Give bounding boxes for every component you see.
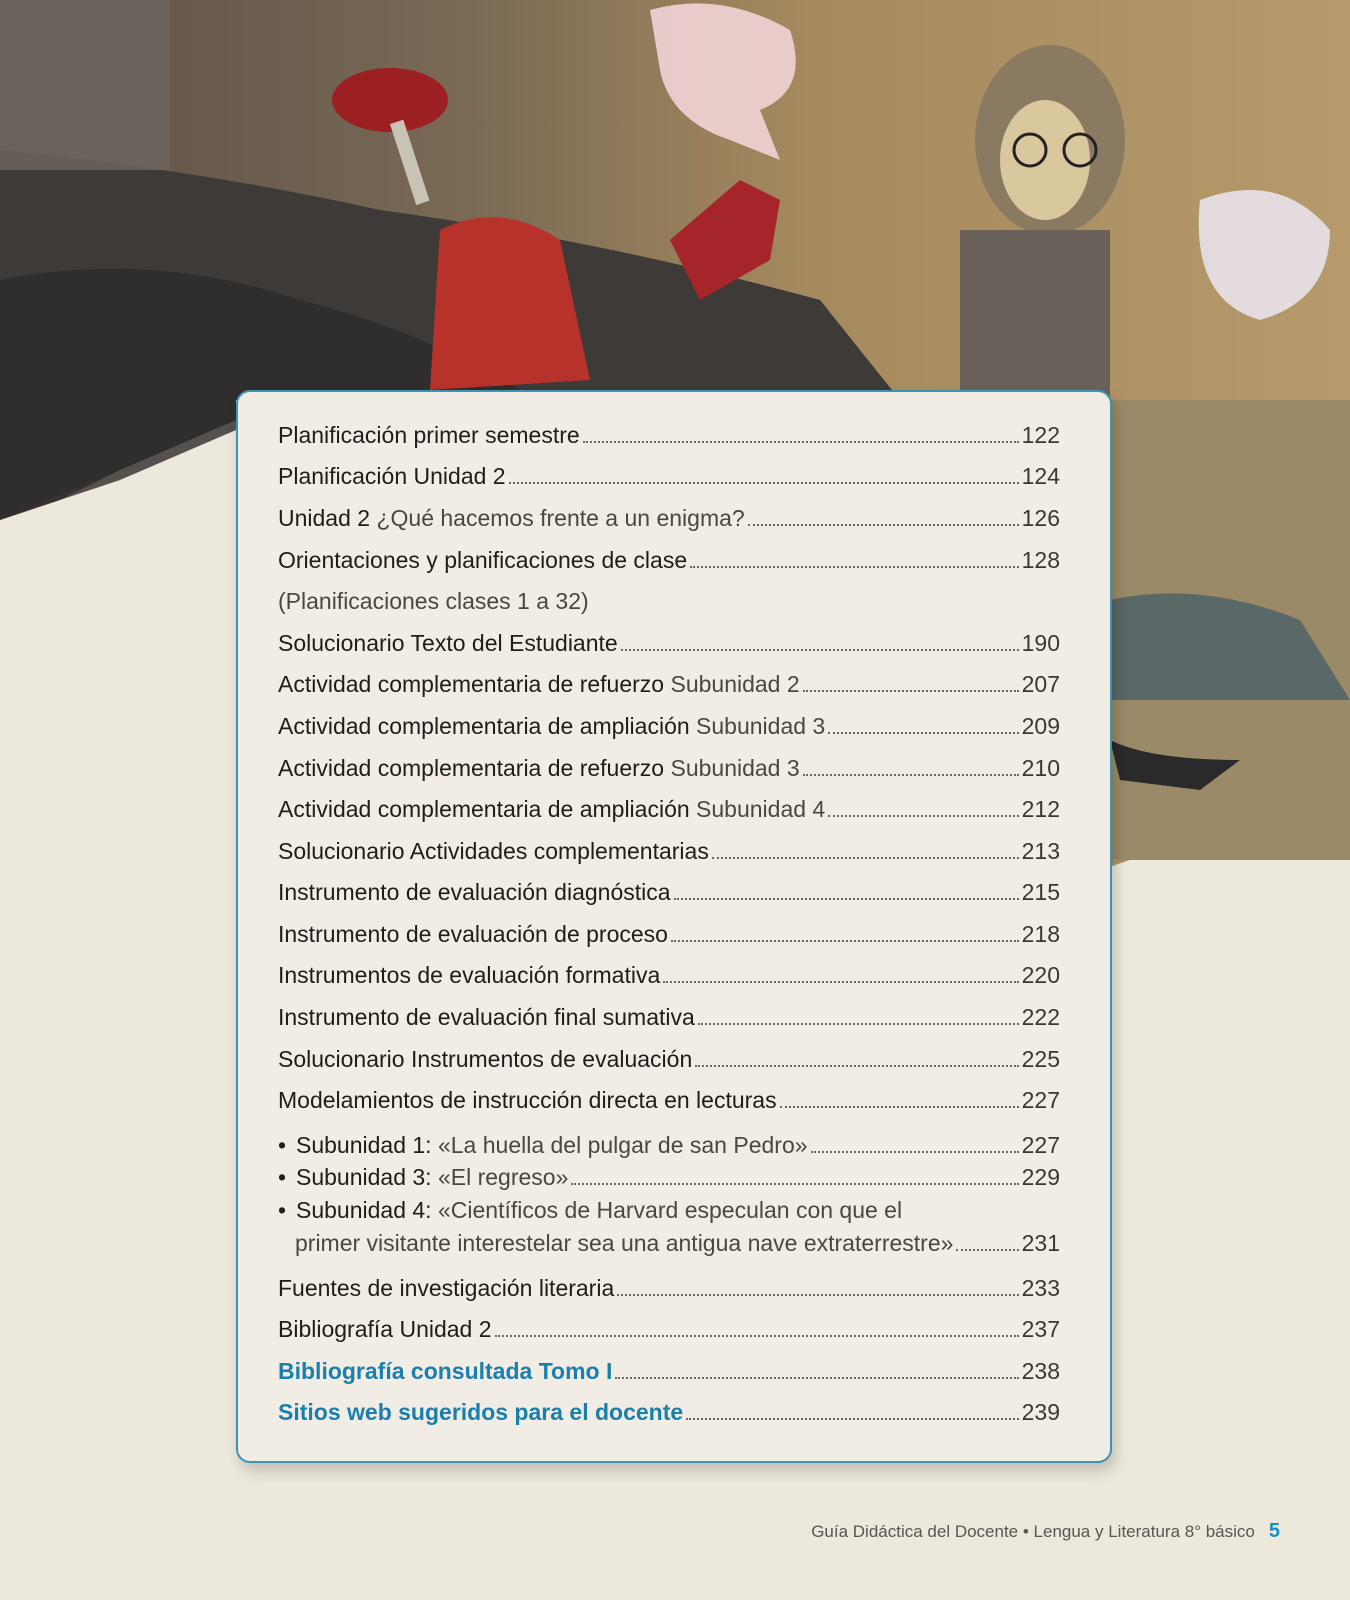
toc-subitem[interactable] [278, 1158, 1060, 1192]
toc-entry-page: 227 [1021, 1087, 1060, 1113]
toc-entry[interactable] [278, 1310, 1060, 1344]
dot-leader [811, 1151, 1019, 1153]
toc-entry-title: Instrumento de evaluación final sumativa [278, 1004, 695, 1030]
toc-entry-page: 207 [1021, 671, 1060, 697]
toc-entry[interactable] [278, 956, 1060, 990]
bullet-icon: • [278, 1197, 287, 1223]
toc-entry-title: Solucionario Instrumentos de evaluación [278, 1046, 693, 1072]
toc-entry-page: 126 [1021, 505, 1060, 531]
dot-leader [748, 524, 1019, 526]
toc-entry[interactable] [278, 1269, 1060, 1303]
toc-entry-page: 209 [1021, 713, 1060, 739]
toc-entry-title: Actividad complementaria de ampliación [278, 796, 690, 822]
toc-entry-title: Bibliografía Unidad 2 [278, 1316, 492, 1342]
dot-leader [686, 1418, 1018, 1420]
toc-entry-title: Instrumentos de evaluación formativa [278, 962, 661, 988]
toc-entry[interactable] [278, 457, 1060, 491]
toc-entry-page: 128 [1021, 547, 1060, 573]
toc-entry-page: 212 [1021, 796, 1060, 822]
toc-entry-title: Actividad complementaria de ampliación [278, 713, 690, 739]
toc-subitem-title-continuation: primer visitante interestelar sea una antigua nave extraterrestre» [295, 1230, 954, 1256]
toc-subitem[interactable] [278, 1126, 1060, 1160]
toc-entry-title: Solucionario Actividades complementarias [278, 838, 709, 864]
toc-entry-page: 122 [1021, 422, 1060, 448]
toc-entry-title: Instrumento de evaluación diagnóstica [278, 879, 671, 905]
dot-leader [690, 566, 1019, 568]
dot-leader [695, 1065, 1018, 1067]
toc-entry-title: Modelamientos de instrucción directa en lecturas [278, 1087, 777, 1113]
dot-leader [956, 1249, 1018, 1251]
toc-entry-title: Bibliografía consultada Tomo I [278, 1358, 613, 1384]
toc-entry[interactable] [278, 541, 1060, 575]
toc-entry[interactable] [278, 1081, 1060, 1115]
toc-entry-page: 220 [1021, 962, 1060, 988]
bullet-icon: • [278, 1164, 287, 1190]
toc-entry[interactable] [278, 624, 1060, 658]
toc-subitem-label: Subunidad 4: [296, 1197, 432, 1223]
toc-entry-title: Orientaciones y planificaciones de clase [278, 547, 688, 573]
dot-leader [671, 940, 1019, 942]
toc-entry-page: 233 [1021, 1275, 1060, 1301]
toc-entry-subtitle: Subunidad 2 [670, 671, 800, 697]
dot-leader [803, 690, 1019, 692]
toc-entry-title: Planificación primer semestre [278, 422, 580, 448]
toc-entry[interactable] [278, 998, 1060, 1032]
toc-panel [236, 390, 1112, 1463]
toc-entry-title: Planificación Unidad 2 [278, 463, 506, 489]
dot-leader [803, 774, 1019, 776]
toc-entry-highlight[interactable] [278, 1393, 1060, 1427]
toc-entry[interactable] [278, 832, 1060, 866]
dot-leader [828, 732, 1018, 734]
toc-subitem-continuation[interactable] [295, 1224, 1060, 1258]
toc-entry-title: Actividad complementaria de refuerzo [278, 755, 665, 781]
dot-leader [698, 1023, 1019, 1025]
page-footer [811, 1520, 1280, 1543]
toc-entry-page: 237 [1021, 1316, 1060, 1342]
toc-entry-page: 124 [1021, 463, 1060, 489]
toc-entry-page: 225 [1021, 1046, 1060, 1072]
dot-leader [509, 482, 1019, 484]
toc-note [278, 582, 1060, 616]
toc-entry-subtitle: Subunidad 3 [696, 713, 826, 739]
dot-leader [617, 1294, 1018, 1296]
toc-entry-page: 190 [1021, 630, 1060, 656]
toc-entry[interactable] [278, 1040, 1060, 1074]
toc-entry-title: Sitios web sugeridos para el docente [278, 1399, 684, 1425]
toc-entry-title: Solucionario Texto del Estudiante [278, 630, 618, 656]
toc-entry-title: Fuentes de investigación literaria [278, 1275, 615, 1301]
toc-entry[interactable] [278, 416, 1060, 450]
toc-entry-title: Instrumento de evaluación de proceso [278, 921, 668, 947]
toc-subitem-title: «La huella del pulgar de san Pedro» [437, 1132, 808, 1158]
toc-subitem-title: «Científicos de Harvard especulan con que el [437, 1197, 903, 1223]
toc-entry-subtitle: Subunidad 3 [670, 755, 800, 781]
toc-entry[interactable] [278, 749, 1060, 783]
toc-entry-page: 218 [1021, 921, 1060, 947]
toc-entry-subtitle: ¿Qué hacemos frente a un enigma? [376, 505, 745, 531]
toc-subitem-label: Subunidad 1: [296, 1132, 432, 1158]
toc-entry-highlight[interactable] [278, 1352, 1060, 1386]
dot-leader [674, 898, 1019, 900]
toc-entry[interactable] [278, 665, 1060, 699]
dot-leader [615, 1377, 1018, 1379]
dot-leader [780, 1106, 1019, 1108]
toc-note-text: (Planificaciones clases 1 a 32) [278, 588, 589, 614]
toc-entry-page: 210 [1021, 755, 1060, 781]
dot-leader [828, 815, 1018, 817]
toc-entry-subtitle: Subunidad 4 [696, 796, 826, 822]
toc-entry[interactable] [278, 873, 1060, 907]
toc-entry[interactable] [278, 790, 1060, 824]
toc-entry[interactable] [278, 707, 1060, 741]
toc-subitem-page: 231 [1021, 1230, 1060, 1256]
dot-leader [663, 981, 1018, 983]
toc-subitem-page: 229 [1021, 1164, 1060, 1190]
toc-entry-title: Unidad 2 [278, 505, 371, 531]
dot-leader [712, 857, 1019, 859]
toc-entry-page: 222 [1021, 1004, 1060, 1030]
toc-entry-title: Actividad complementaria de refuerzo [278, 671, 665, 697]
toc-entry-page: 238 [1021, 1358, 1060, 1384]
dot-leader [495, 1335, 1019, 1337]
dot-leader [571, 1183, 1018, 1185]
toc-entry[interactable] [278, 499, 1060, 533]
dot-leader [621, 649, 1019, 651]
page-number: 5 [1268, 1520, 1280, 1542]
dot-leader [583, 441, 1019, 443]
toc-entry-page: 215 [1021, 879, 1060, 905]
toc-subitem-title: «El regreso» [437, 1164, 569, 1190]
toc-entry[interactable] [278, 915, 1060, 949]
toc-entry-page: 239 [1021, 1399, 1060, 1425]
toc-subitem-page: 227 [1021, 1132, 1060, 1158]
toc-entry-page: 213 [1021, 838, 1060, 864]
bullet-icon: • [278, 1132, 287, 1158]
toc-subitem-label: Subunidad 3: [296, 1164, 432, 1190]
footer-text: Guía Didáctica del Docente • Lengua y Literatura 8° básico [811, 1521, 1255, 1541]
toc-subitem[interactable] [278, 1191, 1060, 1225]
